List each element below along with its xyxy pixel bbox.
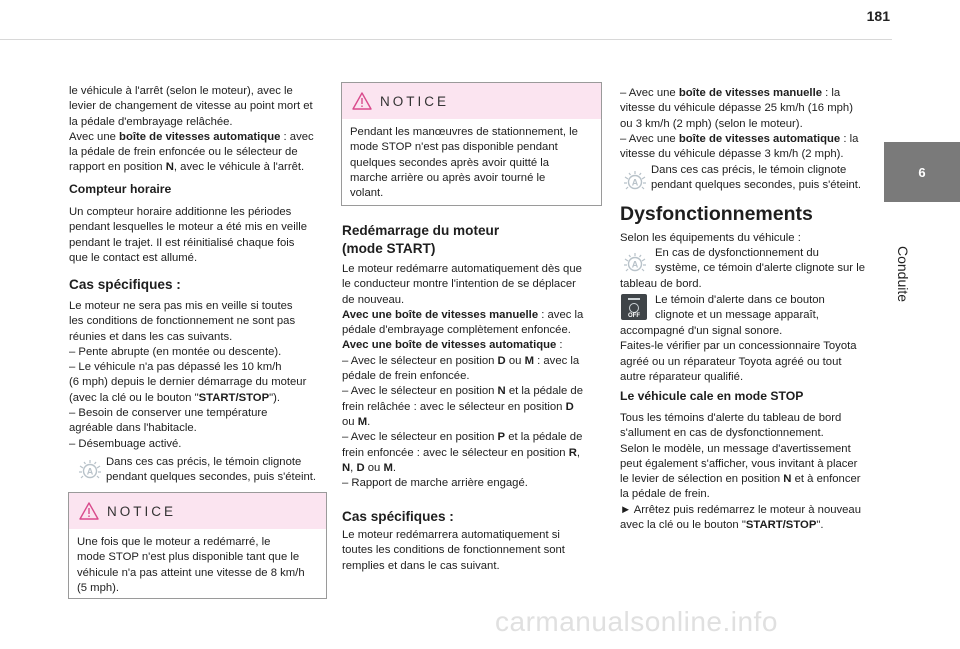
- text-line: pédale de frein enfoncée.: [342, 370, 470, 383]
- notice-title: NOTICE: [107, 503, 177, 519]
- text-line: (avec la clé ou le bouton "START/STOP").: [69, 391, 281, 404]
- text-line: (5 mph).: [77, 581, 120, 594]
- heading-cale-stop: Le véhicule cale en mode STOP: [620, 389, 804, 403]
- text-line: ou M.: [342, 415, 371, 428]
- section-tab[interactable]: 6: [884, 142, 960, 202]
- dys-intro: Selon les équipements du véhicule :: [620, 232, 801, 244]
- cale-paragraph: [620, 411, 880, 533]
- text-line: marche arrière ou après avoir tourné le: [350, 171, 546, 184]
- text-line: remplies et dans le cas suivant.: [342, 559, 500, 572]
- text-line: frein enfoncée : avec le sélecteur en position R,: [342, 446, 581, 459]
- text-line: autre réparateur qualifié.: [620, 370, 744, 383]
- text-line: tableau de bord.: [620, 278, 702, 290]
- text-line: ou 3 km/h (2 mph) (selon le moteur).: [620, 117, 803, 130]
- text-line: Selon le modèle, un message d'avertissement: [620, 442, 851, 455]
- notice-body: [342, 119, 601, 201]
- stop-start-lamp-icon: [77, 459, 103, 481]
- text-line: pédale d'embrayage complètement enfoncée.: [342, 324, 571, 337]
- stop-off-button-icon: [621, 294, 647, 320]
- warning-icon: [79, 502, 99, 520]
- notice-box: [68, 492, 327, 599]
- off-text: [655, 293, 881, 324]
- text-line: Le moteur ne sera pas mis en veille si toutes: [69, 300, 293, 312]
- text-line: Un compteur horaire additionne les périodes: [69, 206, 292, 218]
- text-line: de nouveau.: [342, 293, 405, 306]
- text-line: pendant le trajet. Il est réinitialisé chaque fois: [69, 236, 295, 249]
- stop-start-lamp-icon: [622, 170, 648, 192]
- text-line: Faites-le vérifier par un concessionnaire Toyota: [620, 340, 857, 353]
- dys-lamp-text: [655, 246, 881, 277]
- notice-body: [69, 529, 326, 596]
- text-line: Pendant les manœuvres de stationnement, le: [350, 126, 578, 138]
- lamp-text: [651, 163, 881, 194]
- text-line: – Pente abrupte (en montée ou descente).: [69, 345, 282, 358]
- text-line: agréable dans l'habitacle.: [69, 422, 197, 435]
- text-line: (6 mph) depuis le dernier démarrage du moteur: [69, 376, 307, 389]
- cas-paragraph: [69, 299, 331, 452]
- text-line: s'allument en cas de dysfonctionnement.: [620, 427, 824, 440]
- text-line: Le moteur redémarrera automatiquement si: [342, 529, 560, 541]
- text-line: pendant lesquelles le moteur a été mis en veille: [69, 221, 308, 234]
- text-line: la pédale de frein enfoncée ou le sélecteur de: [69, 146, 298, 159]
- heading-line: (mode START): [342, 241, 436, 256]
- text-line: vitesse du véhicule dépasse 3 km/h (2 mph).: [620, 148, 844, 161]
- text-line: ► Arrêtez puis redémarrez le moteur à nouveau: [620, 503, 862, 516]
- heading-redemarrage: [342, 222, 499, 258]
- text-line: – Avec le sélecteur en position N et la pédale de: [342, 385, 583, 398]
- watermark: carmanualsonline.info: [495, 606, 778, 637]
- text-line: levier de changement de vitesse au point mort et: [69, 100, 313, 113]
- text-line: Le moteur redémarre automatiquement dès que: [342, 263, 582, 275]
- text-line: clignote et un message apparaît,: [655, 309, 819, 322]
- text-line: le véhicule à l'arrêt (selon le moteur), avec le: [69, 85, 293, 97]
- text-line: pendant quelques secondes, puis s'éteint.: [106, 471, 317, 484]
- text-line: agréé ou un réparateur Toyota agréé ou tout: [620, 355, 842, 368]
- notice-header: [342, 83, 601, 119]
- section-label-text: Conduite: [895, 245, 911, 303]
- text-line: rapport en position N, avec le véhicule à l'arrêt.: [69, 161, 305, 174]
- text-line: volant.: [350, 187, 384, 200]
- page-number: 181: [866, 8, 890, 24]
- text-line: la pédale de frein.: [620, 488, 710, 501]
- notice-box: [341, 82, 602, 206]
- heading-dysfonctionnements: Dysfonctionnements: [620, 203, 813, 225]
- text-line: Avec une boîte de vitesses automatique : avec: [69, 130, 314, 143]
- text-line: – Rapport de marche arrière engagé.: [342, 477, 528, 490]
- text-line: pendant quelques secondes, puis s'éteint.: [651, 179, 862, 192]
- text-line: N, D ou M.: [342, 461, 397, 474]
- text-line: Tous les témoins d'alerte du tableau de bord: [620, 412, 842, 424]
- text-line: Avec une boîte de vitesses manuelle : avec la: [342, 308, 584, 321]
- text-line: mode STOP n'est plus disponible tant que le: [77, 551, 300, 564]
- text-line: système, ce témoin d'alerte clignote sur le: [655, 262, 865, 275]
- text-line: toutes les conditions de fonctionnement sont: [342, 544, 565, 557]
- cas-paragraph: [342, 528, 604, 574]
- svg-text:A: A: [631, 177, 639, 188]
- text-line: les conditions de fonctionnement ne sont pas: [69, 315, 296, 328]
- text-line: peut également s'afficher, vous invitant à placer: [620, 457, 858, 470]
- warning-icon: [352, 92, 372, 110]
- text-line: quelques secondes après avoir quitté la: [350, 156, 550, 169]
- text-line: accompagné d'un signal sonore.: [620, 325, 783, 337]
- intro-paragraph: [69, 84, 331, 176]
- text-line: Une fois que le moteur a redémarré, le: [77, 536, 271, 548]
- text-line: le levier de sélection en position N et à enfoncer: [620, 473, 861, 486]
- svg-text:A: A: [631, 259, 639, 270]
- heading-cas-specifiques: Cas spécifiques :: [342, 509, 454, 524]
- text-line: véhicule n'a pas atteint une vitesse de 8 km/h: [77, 566, 305, 579]
- off-text-continued: [620, 324, 880, 385]
- lamp-text: [106, 455, 336, 486]
- text-line: En cas de dysfonctionnement du: [655, 247, 819, 259]
- conditions-paragraph: [620, 86, 880, 162]
- heading-cas-specifiques: Cas spécifiques :: [69, 277, 181, 292]
- text-line: mode STOP n'est pas disponible pendant: [350, 141, 558, 154]
- text-line: Avec une boîte de vitesses automatique :: [342, 339, 563, 352]
- notice-header: [69, 493, 326, 529]
- text-line: – Le véhicule n'a pas dépassé les 10 km/h: [69, 361, 282, 374]
- text-line: Le témoin d'alerte dans ce bouton: [655, 294, 825, 306]
- text-line: – Avec le sélecteur en position D ou M : avec la: [342, 354, 580, 367]
- text-line: que le contact est allumé.: [69, 251, 198, 264]
- text-line: le conducteur montre l'intention de se déplacer: [342, 278, 576, 291]
- heading-compteur: Compteur horaire: [69, 182, 172, 196]
- text-line: Dans ces cas précis, le témoin clignote: [106, 456, 302, 468]
- text-line: la pédale d'embrayage relâchée.: [69, 115, 233, 128]
- compteur-paragraph: [69, 205, 331, 266]
- text-line: vitesse du véhicule dépasse 25 km/h (16 mph): [620, 102, 853, 115]
- stop-start-lamp-icon: [622, 252, 648, 274]
- off-label: OFF: [628, 313, 640, 319]
- redemarrage-paragraph: [342, 262, 604, 491]
- text-line: – Avec le sélecteur en position P et la pédale de: [342, 431, 583, 444]
- svg-text:A: A: [86, 466, 94, 477]
- header-rule: [0, 39, 892, 40]
- text-line: avec la clé ou le bouton "START/STOP".: [620, 519, 824, 532]
- text-line: Dans ces cas précis, le témoin clignote: [651, 164, 847, 176]
- heading-line: Redémarrage du moteur: [342, 223, 500, 238]
- text-line: – Désembuage activé.: [69, 437, 182, 450]
- text-line: – Avec une boîte de vitesses manuelle : la: [620, 87, 841, 99]
- text-line: réunies et dans les cas suivants.: [69, 330, 233, 343]
- text-line: frein relâchée : avec le sélecteur en position D: [342, 400, 574, 413]
- text-line: – Besoin de conserver une température: [69, 407, 268, 420]
- section-label: [893, 243, 913, 305]
- text-line: – Avec une boîte de vitesses automatique : la: [620, 132, 859, 145]
- notice-title: NOTICE: [380, 93, 450, 109]
